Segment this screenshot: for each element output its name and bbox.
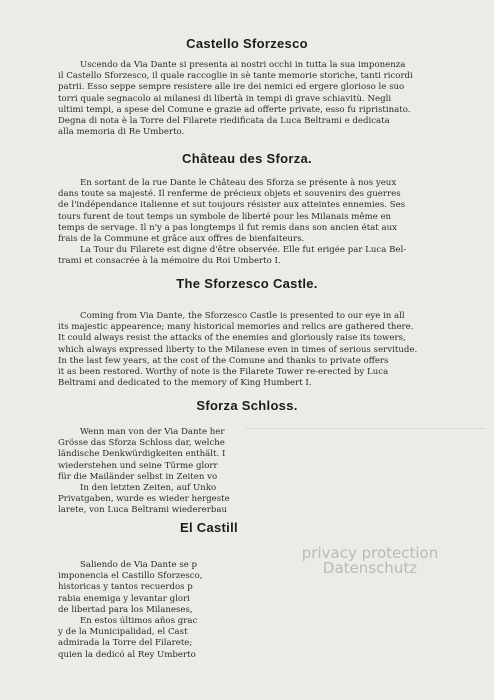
text-line: de l'indépendance italienne et sut toujours résister aux atteintes ennemies. Ses [58, 200, 406, 211]
text-line: In den letzten Zeiten, auf Unko [80, 483, 217, 494]
text-line: il Castello Sforzesco, il quale raccoglie in sè tante memorie storiche, tanti ricordi [58, 71, 413, 82]
text-line: It could always resist the attacks of the enemies and gloriously raise its towers, [58, 333, 406, 344]
text-line: Beltrami and dedicated to the memory of King Humbert I. [58, 378, 312, 389]
text-line: Coming from Via Dante, the Sforzesco Castle is presented to our eye in all [80, 311, 405, 321]
paragraph-italian [58, 60, 446, 138]
mask-edge [246, 428, 486, 429]
paragraph-french [58, 178, 446, 268]
text-line: Uscendo da Via Dante si presenta ai nostri occhi in tutta la sua imponenza [80, 60, 406, 70]
text-line: Saliendo de Via Dante se p [80, 560, 198, 570]
text-line: torri quale segnacolo ai milanesi di libertà in tempi di grave schiavitù. Negli [58, 93, 392, 104]
privacy-watermark [290, 546, 450, 576]
text-line: ultimi tempi, a spese del Comune e grazie ad offerte private, esso fu ripristinato. [58, 104, 411, 115]
text-line: alla memoria di Re Umberto. [58, 127, 185, 138]
text-line: imponencia el Castillo Sforzesco, [58, 571, 203, 582]
text-line: dans toute sa majesté. Il renferme de précieux objets et souvenirs des guerres [58, 189, 401, 200]
text-line: für die Mailänder selbst in Zeiten vo [58, 471, 218, 482]
text-line: frais de la Commune et grâce aux offres de bienfaiteurs. [58, 234, 305, 245]
watermark-line-2: Datenschutz [322, 559, 418, 577]
text-line: ländische Denkwürdigkeiten enthält. I [58, 449, 226, 460]
text-line: En estos últimos años grac [80, 616, 198, 627]
text-line: quien la dedicó al Rey Umberto [58, 649, 196, 660]
text-line: En sortant de la rue Dante le Château des Sforza se présente à nos yeux [80, 178, 397, 188]
text-line: its majestic appearence; many historical memories and relics are gathered there. [58, 322, 414, 333]
paragraph-english [58, 311, 446, 389]
text-line: Grösse das Sforza Schloss dar, welche [58, 438, 225, 449]
text-line: historicas y tantos recuerdos p [58, 582, 193, 593]
text-line: de libertad para los Milaneses, [58, 604, 193, 615]
text-line: La Tour du Filarete est digne d'être observée. Elle fut erigée par Luca Bel- [80, 245, 407, 256]
text-line: larete, von Luca Beltrami wiedererbau [58, 505, 227, 516]
text-line: y de la Municipalidad, el Cast [58, 627, 188, 638]
text-line: temps de servage. Il n'y a pas longtemps il fut remis dans son ancien état aux [58, 222, 397, 233]
text-line: rabia enemiga y levantar glori [58, 593, 190, 604]
section-title-french: Château des Sforza. [182, 151, 312, 166]
section-title-english: The Sforzesco Castle. [176, 276, 318, 291]
text-line: patrii. Esso seppe sempre resistere alle ire dei nemici ed ergere glorioso le suo [58, 82, 405, 93]
watermark-line-1: privacy protection [301, 544, 439, 562]
text-line: Privatgaben, wurde es wieder hergeste [58, 494, 230, 505]
text-line: which always expressed liberty to the Milanese even in times of serious servitude. [58, 344, 418, 355]
text-line: In the last few years, at the cost of the Comune and thanks to private offers [58, 355, 389, 366]
text-line: Wenn man von der Via Dante her [80, 427, 225, 437]
section-title-german: Sforza Schloss. [196, 398, 298, 413]
text-line: wiederstehen und seine Türme glorr [58, 460, 218, 471]
paragraph-spanish [58, 560, 244, 661]
text-line: tours furent de tout temps un symbole de liberté pour les Milanais même en [58, 211, 392, 222]
text-line: admirada la Torre del Filarete; [58, 638, 193, 649]
section-title-italian: Castello Sforzesco [186, 36, 308, 51]
text-line: trami et consacrée à la mémoire du Roi Umberto I. [58, 256, 281, 267]
section-title-spanish: El Castill [180, 520, 238, 535]
text-line: it as been restored. Worthy of note is the Filarete Tower re-erected by Luca [58, 367, 389, 378]
paragraph-german [58, 427, 248, 517]
text-line: Degna di nota è la Torre del Filarete riedificata da Luca Beltrami e dedicata [58, 116, 390, 127]
